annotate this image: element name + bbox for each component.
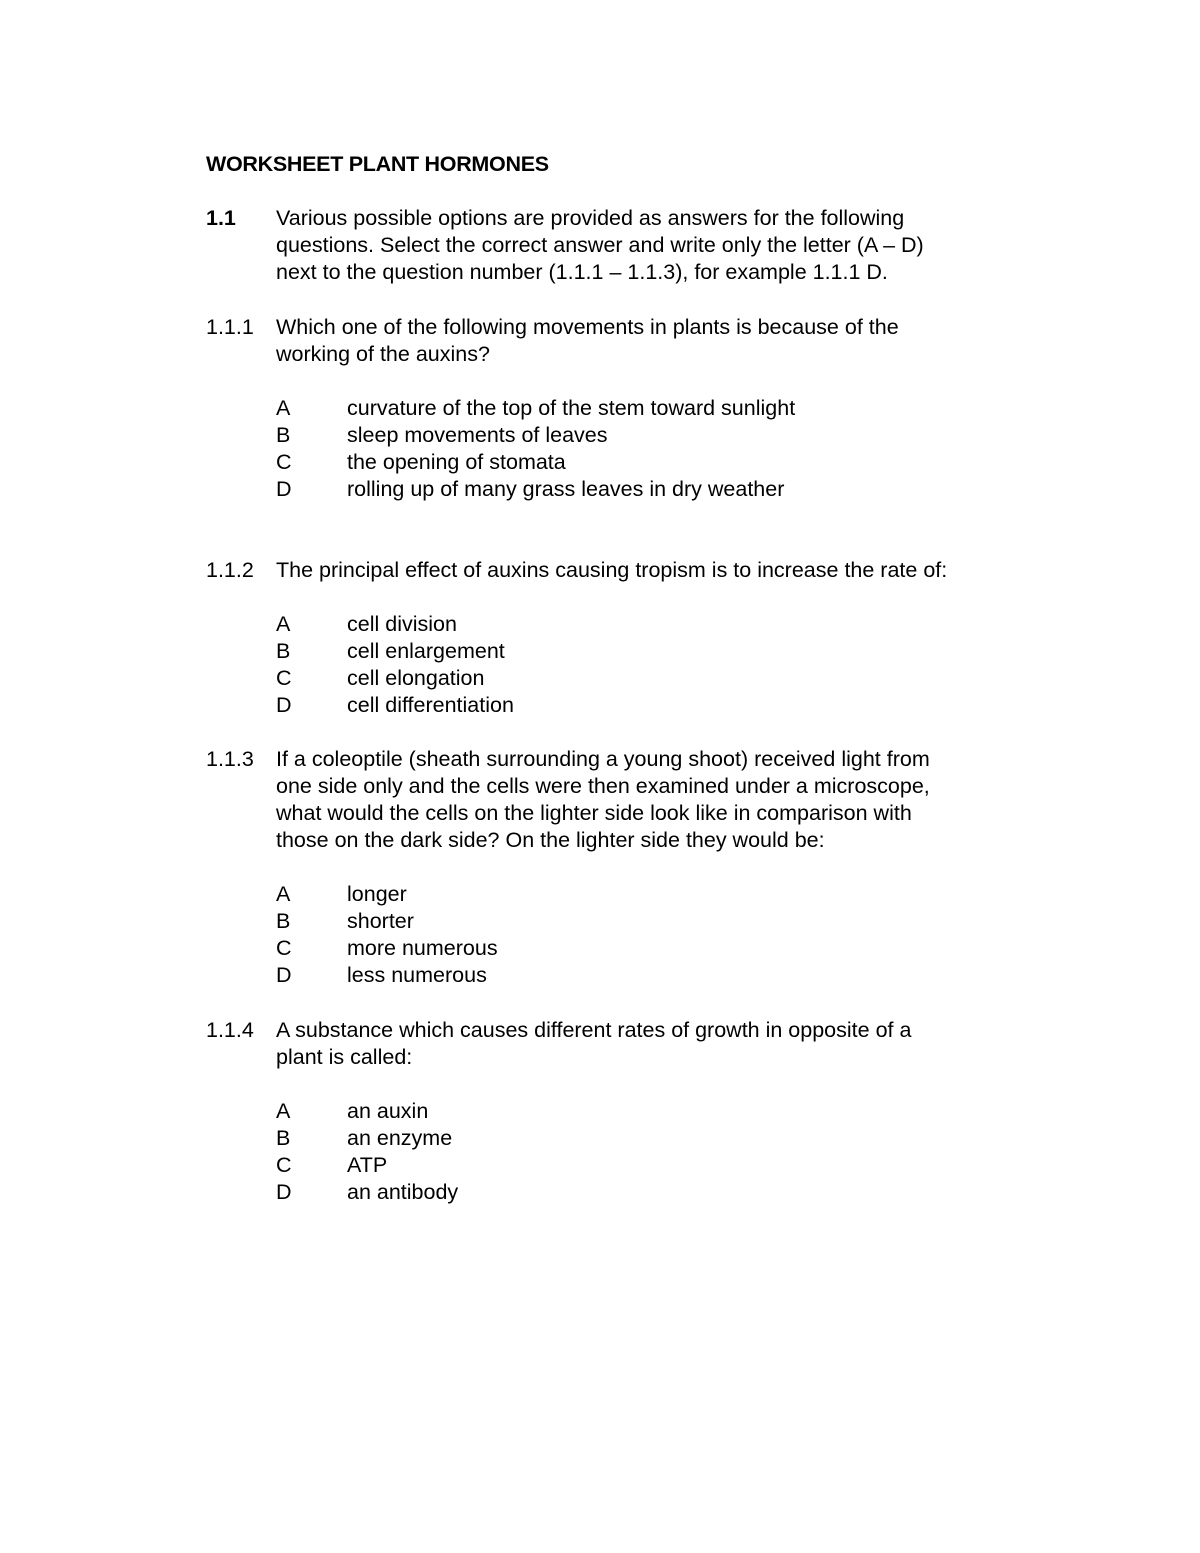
question-number: 1.1.2 bbox=[206, 558, 254, 582]
option-letter: B bbox=[276, 1126, 291, 1150]
option-d bbox=[276, 962, 1026, 989]
section-text bbox=[276, 205, 1026, 286]
option-text: rolling up of many grass leaves in dry weather bbox=[347, 477, 785, 501]
option-text: sleep movements of leaves bbox=[347, 423, 608, 447]
option-letter: A bbox=[276, 612, 291, 636]
question-text bbox=[276, 746, 1026, 854]
question-number: 1.1.1 bbox=[206, 315, 254, 339]
question-line: A substance which causes different rates of growth in opposite of a bbox=[276, 1018, 912, 1042]
option-text: cell elongation bbox=[347, 666, 485, 690]
answer-options bbox=[276, 1098, 1026, 1206]
option-text: an antibody bbox=[347, 1180, 459, 1204]
option-text: longer bbox=[347, 882, 407, 906]
question-1-1-1 bbox=[206, 314, 1026, 503]
option-d bbox=[276, 476, 1026, 503]
option-text: the opening of stomata bbox=[347, 450, 566, 474]
question-text bbox=[276, 557, 1026, 584]
option-text: cell enlargement bbox=[347, 639, 505, 663]
option-text: an auxin bbox=[347, 1099, 429, 1123]
option-d bbox=[276, 692, 1026, 719]
question-line: The principal effect of auxins causing tropism is to increase the rate of: bbox=[276, 558, 948, 582]
question-line: what would the cells on the lighter side look like in comparison with bbox=[276, 801, 912, 825]
answer-options bbox=[276, 611, 1026, 719]
question-line: plant is called: bbox=[276, 1045, 413, 1069]
option-c bbox=[276, 449, 1026, 476]
question-text bbox=[276, 1017, 1026, 1071]
option-d bbox=[276, 1179, 1026, 1206]
option-text: cell division bbox=[347, 612, 457, 636]
option-letter: D bbox=[276, 477, 292, 501]
answer-options bbox=[276, 395, 1026, 503]
option-letter: D bbox=[276, 693, 292, 717]
question-line: If a coleoptile (sheath surrounding a young shoot) received light from bbox=[276, 747, 930, 771]
option-c bbox=[276, 1152, 1026, 1179]
question-line: working of the auxins? bbox=[276, 342, 490, 366]
option-letter: A bbox=[276, 396, 291, 420]
option-letter: C bbox=[276, 936, 292, 960]
option-letter: D bbox=[276, 963, 292, 987]
option-text: cell differentiation bbox=[347, 693, 514, 717]
option-text: an enzyme bbox=[347, 1126, 453, 1150]
question-line: one side only and the cells were then examined under a microscope, bbox=[276, 774, 930, 798]
option-text: less numerous bbox=[347, 963, 487, 987]
option-letter: B bbox=[276, 639, 291, 663]
option-a bbox=[276, 881, 1026, 908]
question-line: those on the dark side? On the lighter side they would be: bbox=[276, 828, 825, 852]
question-1-1-3 bbox=[206, 746, 1026, 989]
question-1-1-4 bbox=[206, 1017, 1026, 1206]
option-letter: C bbox=[276, 450, 292, 474]
option-letter: A bbox=[276, 1099, 291, 1123]
option-letter: D bbox=[276, 1180, 292, 1204]
question-number: 1.1.4 bbox=[206, 1018, 254, 1042]
instruction-line: questions. Select the correct answer and write only the letter (A – D) bbox=[276, 233, 924, 257]
question-number: 1.1.3 bbox=[206, 747, 254, 771]
section-number: 1.1 bbox=[206, 206, 236, 230]
option-text: curvature of the top of the stem toward sunlight bbox=[347, 396, 796, 420]
answer-options bbox=[276, 881, 1026, 989]
instruction-line: Various possible options are provided as answers for the following bbox=[276, 206, 905, 230]
option-text: shorter bbox=[347, 909, 414, 933]
option-a bbox=[276, 1098, 1026, 1125]
option-b bbox=[276, 908, 1026, 935]
worksheet-title: WORKSHEET PLANT HORMONES bbox=[206, 152, 549, 176]
option-a bbox=[276, 611, 1026, 638]
option-text: ATP bbox=[347, 1153, 388, 1177]
option-b bbox=[276, 1125, 1026, 1152]
option-c bbox=[276, 935, 1026, 962]
option-letter: C bbox=[276, 666, 292, 690]
option-letter: C bbox=[276, 1153, 292, 1177]
option-letter: B bbox=[276, 423, 291, 447]
option-b bbox=[276, 638, 1026, 665]
instruction-line: next to the question number (1.1.1 – 1.1.3), for example 1.1.1 D. bbox=[276, 260, 888, 284]
option-c bbox=[276, 665, 1026, 692]
question-text bbox=[276, 314, 1026, 368]
question-line: Which one of the following movements in plants is because of the bbox=[276, 315, 899, 339]
option-letter: B bbox=[276, 909, 291, 933]
option-text: more numerous bbox=[347, 936, 498, 960]
option-a bbox=[276, 395, 1026, 422]
option-b bbox=[276, 422, 1026, 449]
section-instructions bbox=[206, 205, 1026, 286]
option-letter: A bbox=[276, 882, 291, 906]
question-1-1-2 bbox=[206, 557, 1026, 719]
